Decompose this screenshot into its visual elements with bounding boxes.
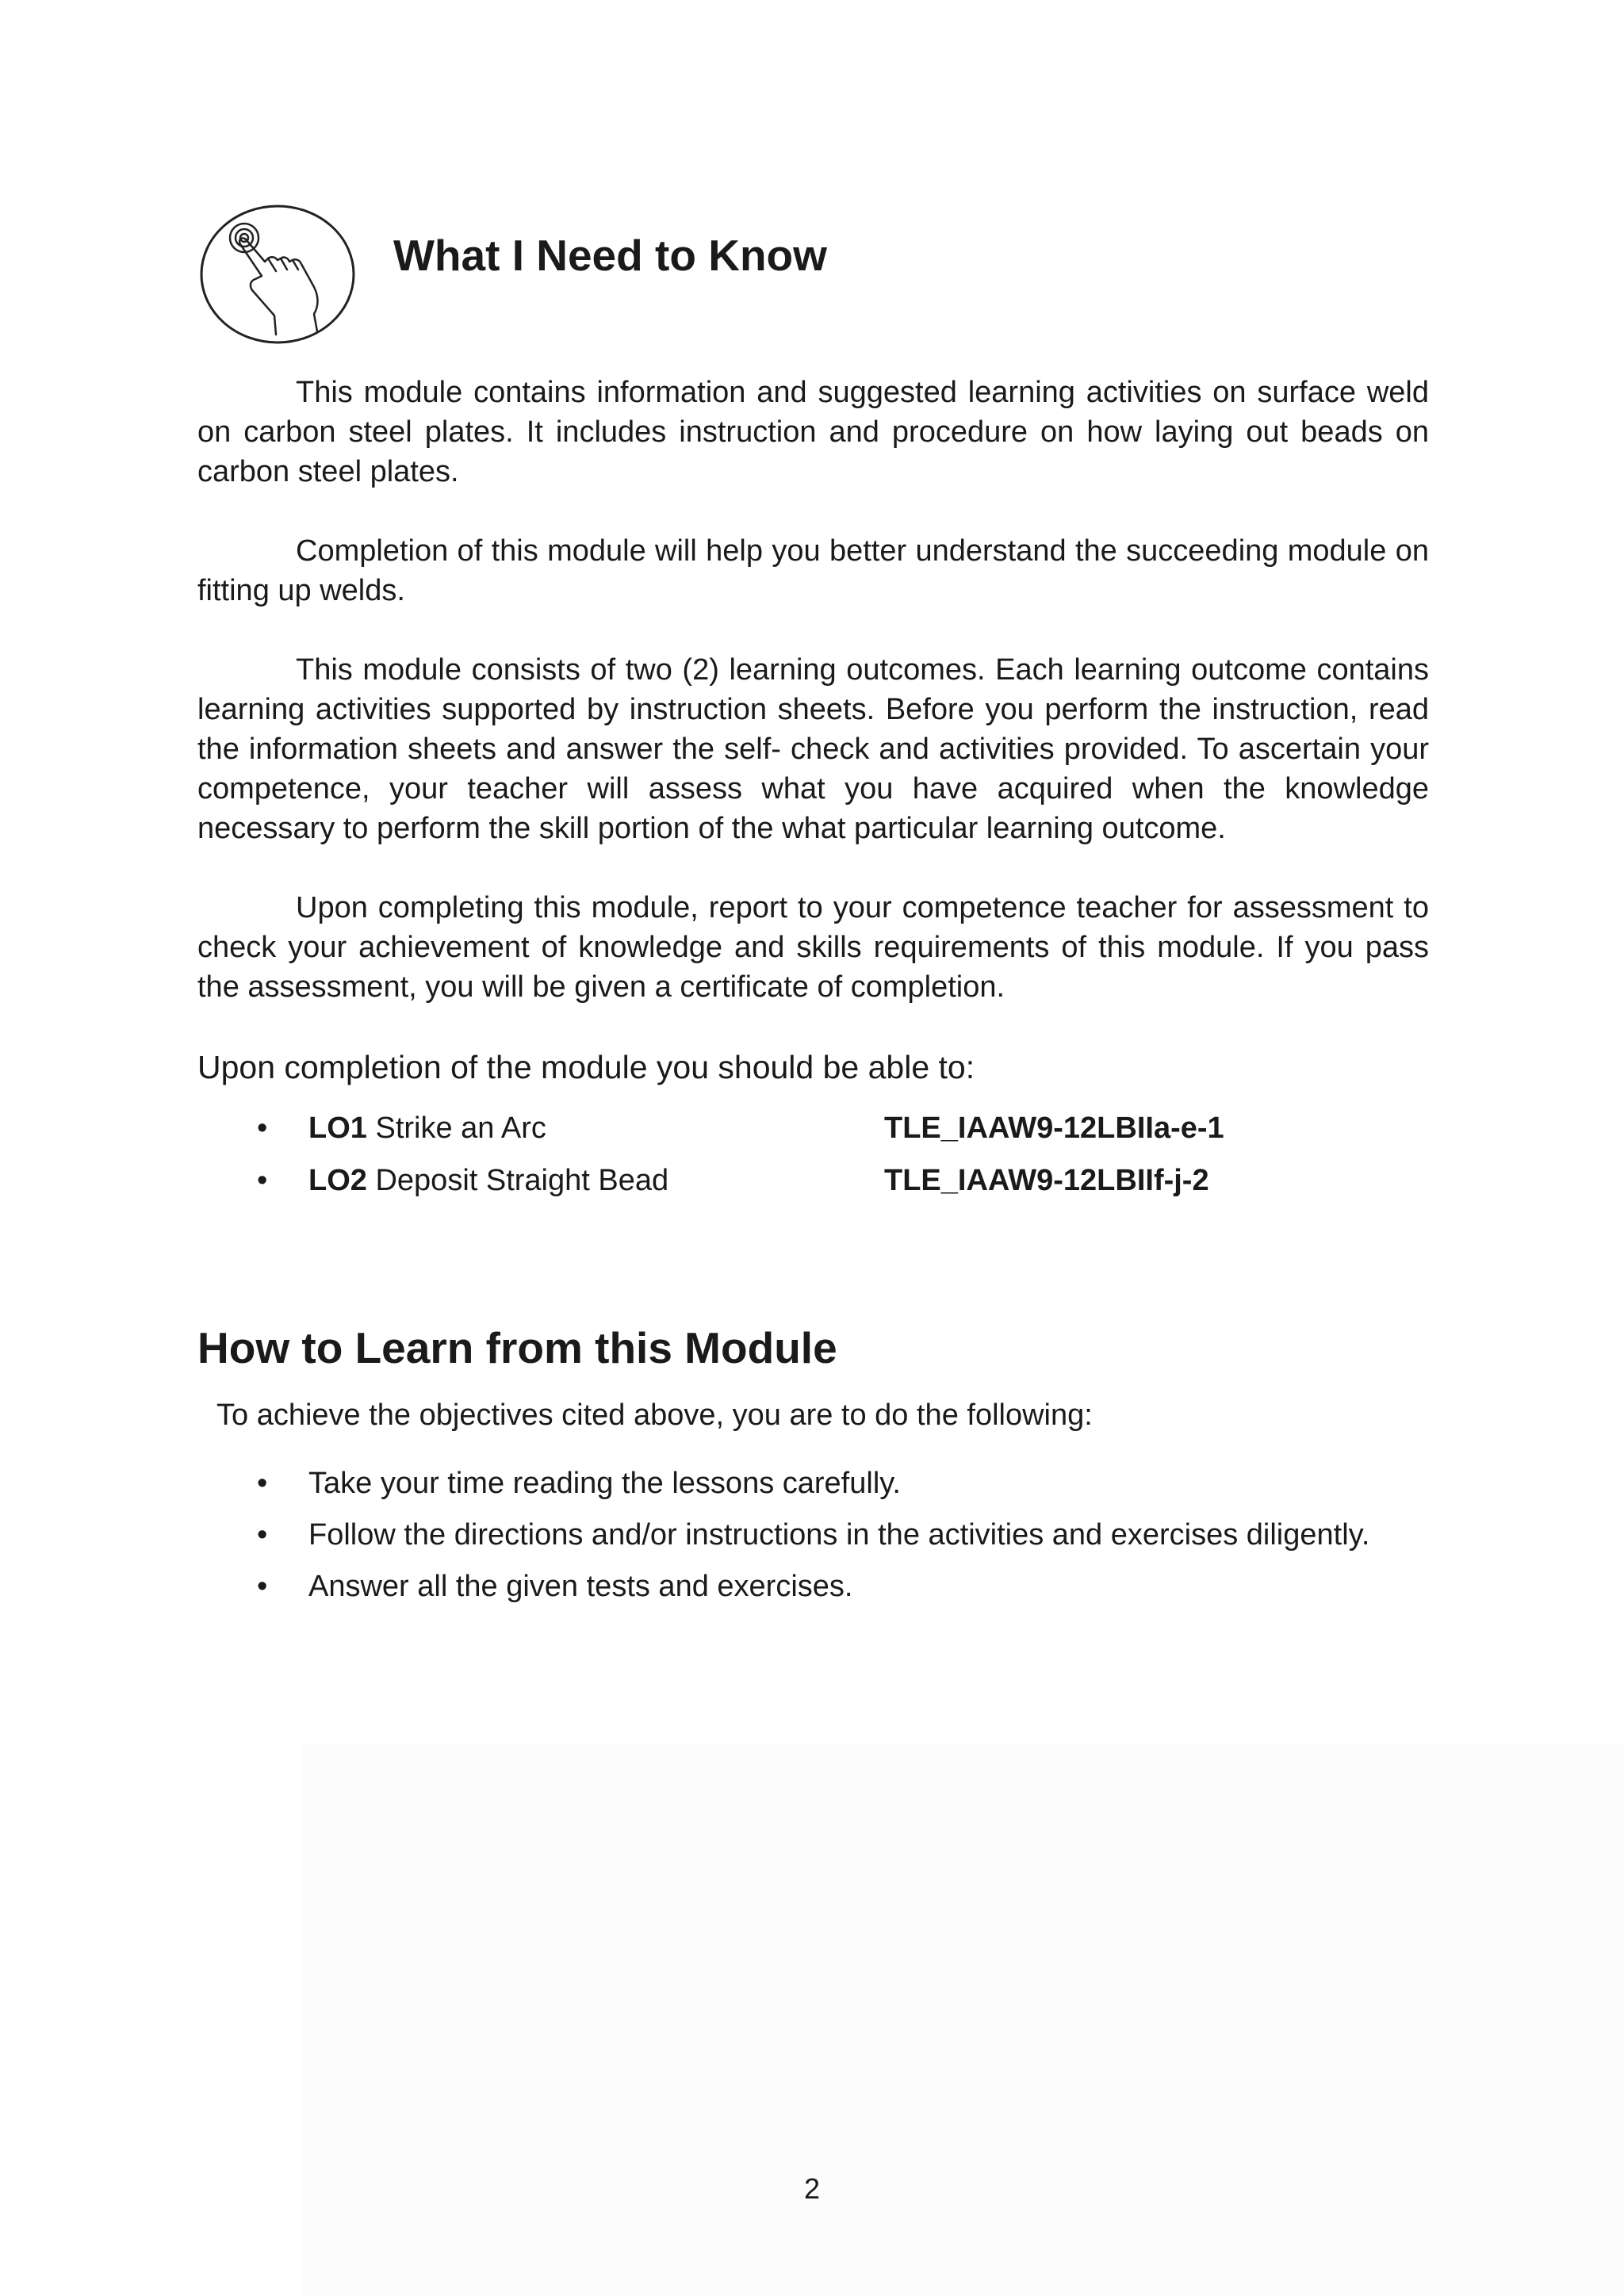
intro-paragraph-2: Completion of this module will help you better understand the succeeding module on fitting up welds. <box>197 534 1429 607</box>
page-number: 2 <box>803 2172 821 2205</box>
how-to-learn-intro: To achieve the objectives cited above, you are to do the following: <box>216 1399 1093 1432</box>
outcome-text: Strike an Arc <box>375 1112 546 1145</box>
outcome-code: LO2 <box>308 1164 367 1197</box>
outcome-text: Deposit Straight Bead <box>375 1164 669 1197</box>
outcome-label <box>308 1112 546 1146</box>
learning-outcome-item <box>197 1164 1429 1203</box>
list-item <box>197 1570 1429 1609</box>
bullet-icon: • <box>257 1570 268 1603</box>
list-item-text: Follow the directions and/or instructions in the activities and exercises diligently. <box>308 1518 1370 1552</box>
bullet-icon: • <box>257 1112 268 1145</box>
outcome-label <box>308 1164 668 1198</box>
bullet-icon: • <box>257 1164 268 1197</box>
list-item-text: Take your time reading the lessons carefully. <box>308 1467 901 1500</box>
bullet-icon: • <box>257 1467 268 1500</box>
list-item-text: Answer all the given tests and exercises. <box>308 1570 853 1603</box>
page-shading <box>301 1744 1624 2296</box>
competency-code: TLE_IAAW9-12LBIIf-j-2 <box>884 1164 1209 1197</box>
intro-paragraph-1: This module contains information and suggested learning activities on surface weld on carbon steel plates. It includes instruction and procedure on how laying out beads on carbon steel plates. <box>197 376 1429 488</box>
finger-touch-icon <box>198 203 357 346</box>
bullet-icon: • <box>257 1518 268 1552</box>
outcome-code: LO1 <box>308 1112 367 1145</box>
list-item <box>197 1467 1429 1506</box>
intro-paragraph-4: Upon completing this module, report to your competence teacher for assessment to check your achievement of knowledge and skills requirements of this module. If you pass the assessment, you will be given a certificate of completion. <box>197 891 1429 1004</box>
section-title-how-to-learn: How to Learn from this Module <box>197 1323 837 1372</box>
learning-outcome-item <box>197 1112 1429 1151</box>
section-title-what-i-need-to-know: What I Need to Know <box>393 231 827 280</box>
outcomes-intro: Upon completion of the module you should be able to: <box>197 1049 975 1085</box>
list-item <box>197 1518 1429 1558</box>
competency-code: TLE_IAAW9-12LBIIa-e-1 <box>884 1112 1224 1145</box>
intro-paragraph-3: This module consists of two (2) learning outcomes. Each learning outcome contains learning activities supported by instruction sheets. Before you perform the instruction, read the information sheets and answer the self- check and activities provided. To ascertain your competence, your teacher will assess what you have acquired when the knowledge necessary to perform the skill portion of the what particular learning outcome. <box>197 653 1429 845</box>
